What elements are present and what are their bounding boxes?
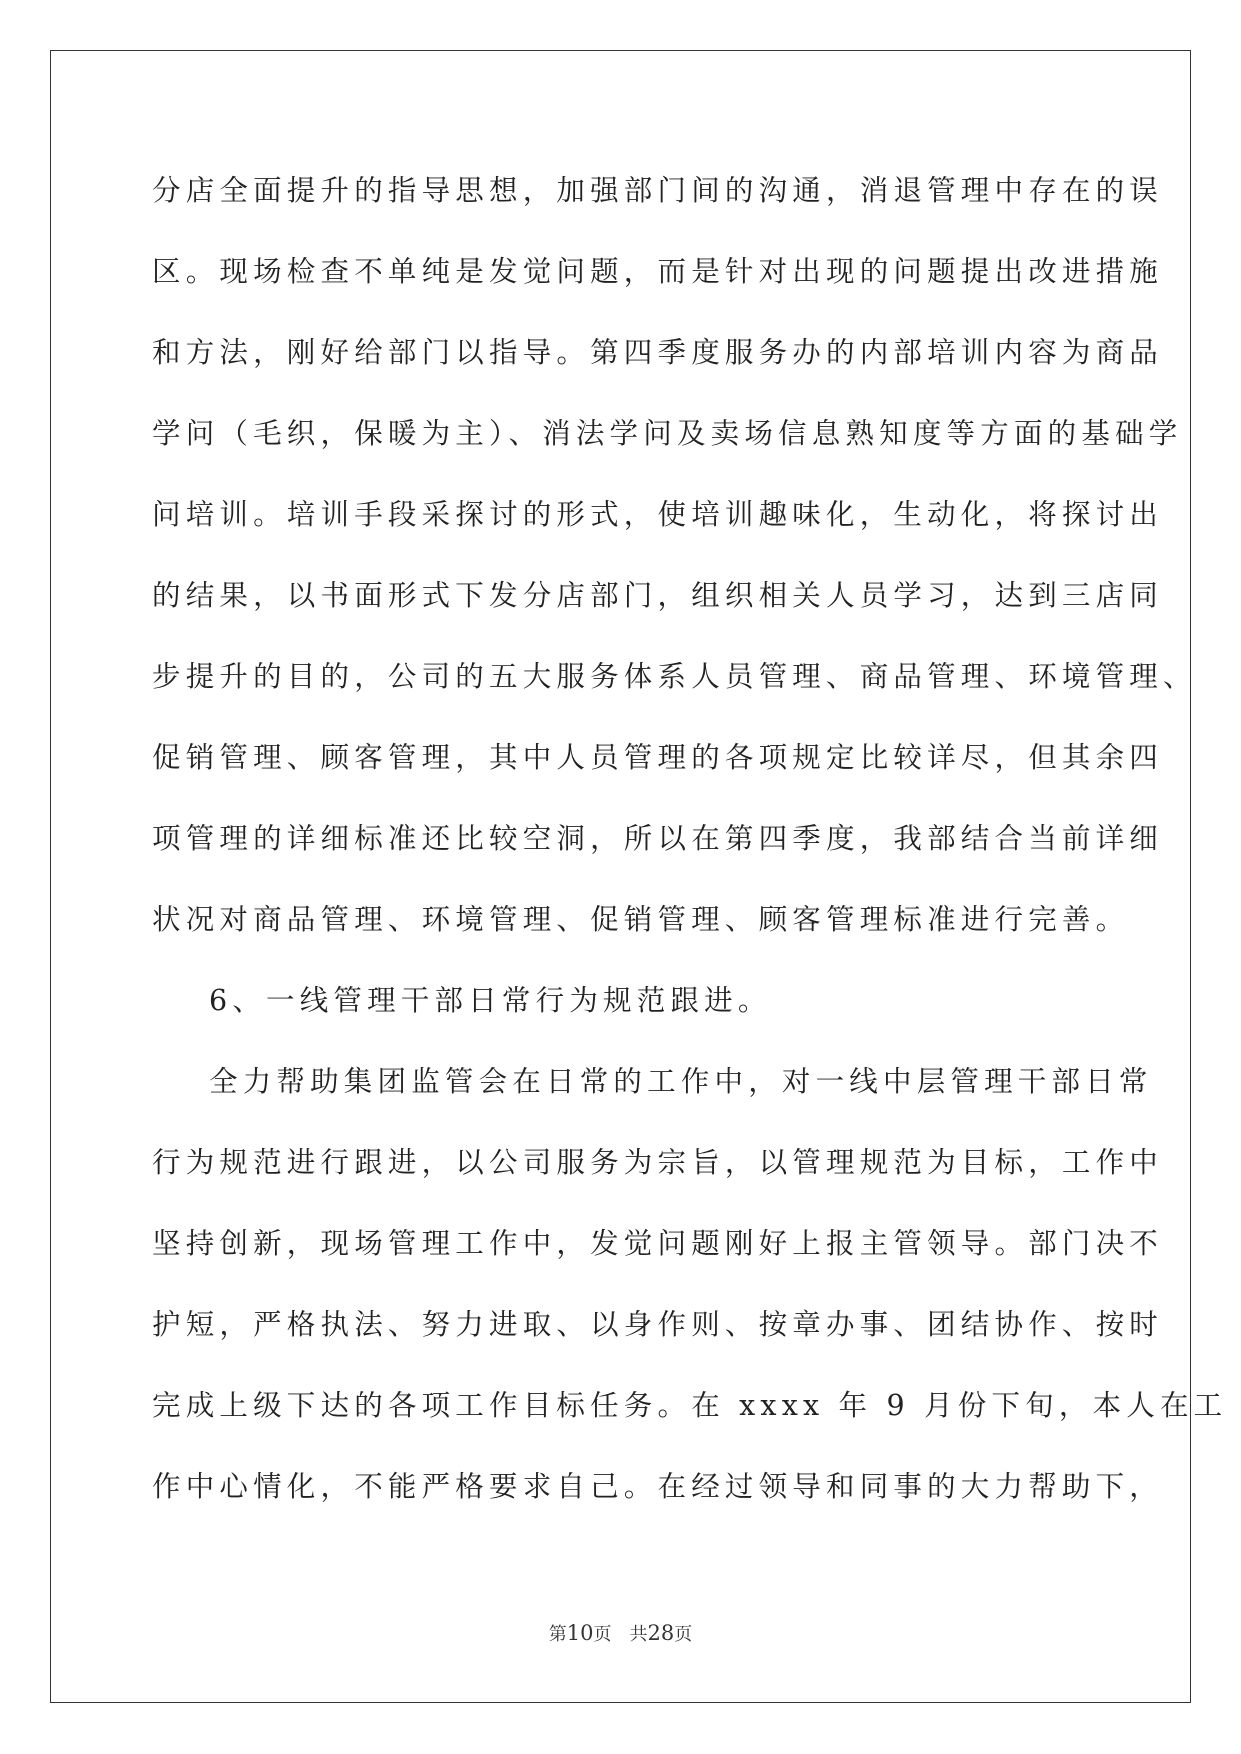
text-line: 完成上级下达的各项工作目标任务。在 xxxx 年 9 月份下旬，本人在工 xyxy=(152,1389,1228,1422)
text-line: 全力帮助集团监管会在日常的工作中，对一线中层管理干部日常 xyxy=(209,1065,1153,1098)
section-heading: 6、一线管理干部日常行为规范跟进。 xyxy=(209,984,772,1017)
text-line: 促销管理、顾客管理，其中人员管理的各项规定比较详尽，但其余四 xyxy=(152,741,1164,774)
text-line: 区。现场检查不单纯是发觉问题，而是针对出现的问题提出改进措施 xyxy=(152,255,1164,288)
text-line: 步提升的目的，公司的五大服务体系人员管理、商品管理、环境管理、 xyxy=(152,660,1197,693)
text-line: 作中心情化，不能严格要求自己。在经过领导和同事的大力帮助下， xyxy=(152,1470,1164,1503)
document-body xyxy=(152,158,1228,1535)
text-line: 学问（毛织，保暖为主）、消法学问及卖场信息熟知度等方面的基础学 xyxy=(152,417,1183,450)
current-page-number: 10 xyxy=(566,1621,594,1645)
total-suffix: 页 xyxy=(674,1624,693,1645)
text-line: 问培训。培训手段采探讨的形式，使培训趣味化，生动化，将探讨出 xyxy=(152,498,1164,531)
text-line: 行为规范进行跟进，以公司服务为宗旨，以管理规范为目标，工作中 xyxy=(152,1146,1164,1179)
text-line: 和方法，刚好给部门以指导。第四季度服务办的内部培训内容为商品 xyxy=(152,336,1164,369)
text-line: 坚持创新，现场管理工作中，发觉问题刚好上报主管领导。部门决不 xyxy=(152,1227,1164,1260)
total-page-count: 28 xyxy=(647,1621,675,1645)
page-footer xyxy=(0,1620,1241,1646)
page-suffix: 页 xyxy=(593,1624,612,1645)
text-line: 项管理的详细标准还比较空洞，所以在第四季度，我部结合当前详细 xyxy=(152,822,1164,855)
total-prefix: 共 xyxy=(629,1624,648,1645)
text-line: 状况对商品管理、环境管理、促销管理、顾客管理标准进行完善。 xyxy=(152,903,1130,936)
text-line: 护短，严格执法、努力进取、以身作则、按章办事、团结协作、按时 xyxy=(152,1308,1164,1341)
text-line: 分店全面提升的指导思想，加强部门间的沟通，消退管理中存在的误 xyxy=(152,174,1164,207)
page-prefix: 第 xyxy=(548,1624,567,1645)
text-line: 的结果，以书面形式下发分店部门，组织相关人员学习，达到三店同 xyxy=(152,579,1164,612)
